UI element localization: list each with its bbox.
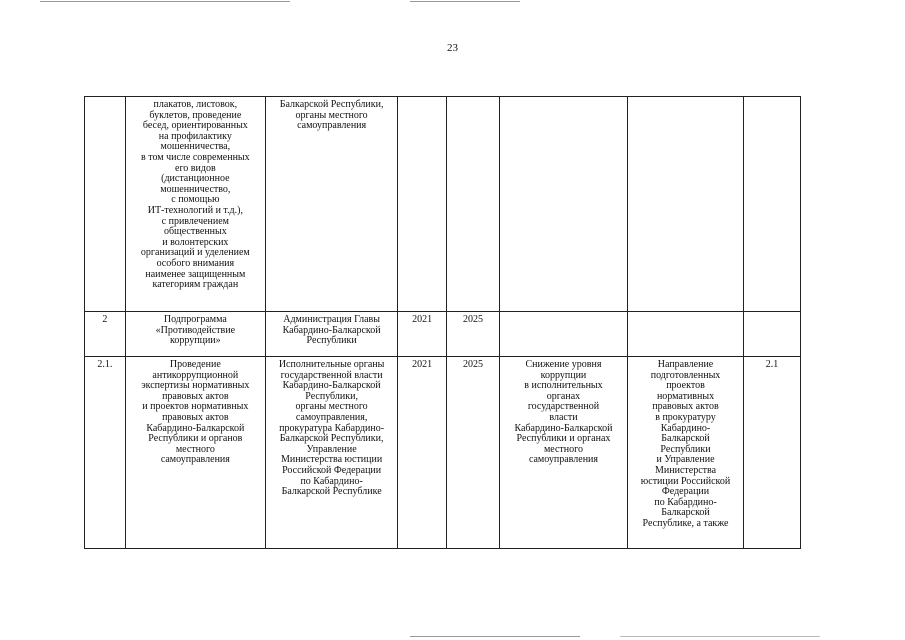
table-cell-number xyxy=(85,97,126,312)
table-row xyxy=(85,97,801,312)
table-cell-end-year: 2025 xyxy=(447,312,500,357)
table-cell-end-year: 2025 xyxy=(447,357,500,549)
table-cell-executor: Балкарской Республики, органы местного самоуправления xyxy=(266,97,398,312)
program-table xyxy=(84,96,801,549)
table-cell-expected-result xyxy=(499,312,627,357)
table-cell-link xyxy=(743,97,800,312)
table-cell-measure: Подпрограмма «Противодействие коррупции» xyxy=(125,312,265,357)
table-cell-content: Направление подготовленных проектов нормативных правовых актов в прокуратуру Кабардино- Балкарской Республики и Управление Министерства юстиции Российской Федерации по Кабардино- Балкарской Республике, а также xyxy=(628,357,744,549)
page-number: 23 xyxy=(447,42,458,54)
scan-artifact-top-left xyxy=(40,1,290,2)
table-cell-end-year xyxy=(447,97,500,312)
scan-artifact-top-center xyxy=(410,1,520,2)
table-cell-measure: Проведение антикоррупционной экспертизы нормативных правовых актов и проектов нормативных правовых актов Кабардино-Балкарской Республики и органов местного самоуправления xyxy=(125,357,265,549)
table-cell-measure: плакатов, листовок, буклетов, проведение бесед, ориентированных на профилактику мошенничества, в том числе современных его видов (дистанционное мошенничество, с помощью ИТ-технологий и т.д.), с привлечением общественных и волонтерских организаций и уделением особого внимания наименее защищенным категориям граждан xyxy=(125,97,265,312)
table-cell-link xyxy=(743,312,800,357)
table-cell-start-year: 2021 xyxy=(398,312,447,357)
table-cell-expected-result: Снижение уровня коррупции в исполнительных органах государственной власти Кабардино-Балкарской Республики и органах местного самоуправления xyxy=(499,357,627,549)
table-row xyxy=(85,312,801,357)
table-cell-start-year: 2021 xyxy=(398,357,447,549)
table-cell-expected-result xyxy=(499,97,627,312)
table-cell-link: 2.1 xyxy=(743,357,800,549)
table-cell-content xyxy=(628,97,744,312)
table-cell-start-year xyxy=(398,97,447,312)
scan-artifact-bottom-center xyxy=(410,636,580,637)
table-cell-executor: Исполнительные органы государственной власти Кабардино-Балкарской Республики, органы местного самоуправления, прокуратура Кабардино- Балкарской Республики, Управление Министерства юстиции Российской Федерации по Кабардино- Балкарской Республике xyxy=(266,357,398,549)
table-cell-number: 2.1. xyxy=(85,357,126,549)
scan-artifact-bottom-right xyxy=(620,636,820,637)
table-cell-number: 2 xyxy=(85,312,126,357)
table-cell-executor: Администрация Главы Кабардино-Балкарской Республики xyxy=(266,312,398,357)
table-row xyxy=(85,357,801,549)
table-cell-content xyxy=(628,312,744,357)
